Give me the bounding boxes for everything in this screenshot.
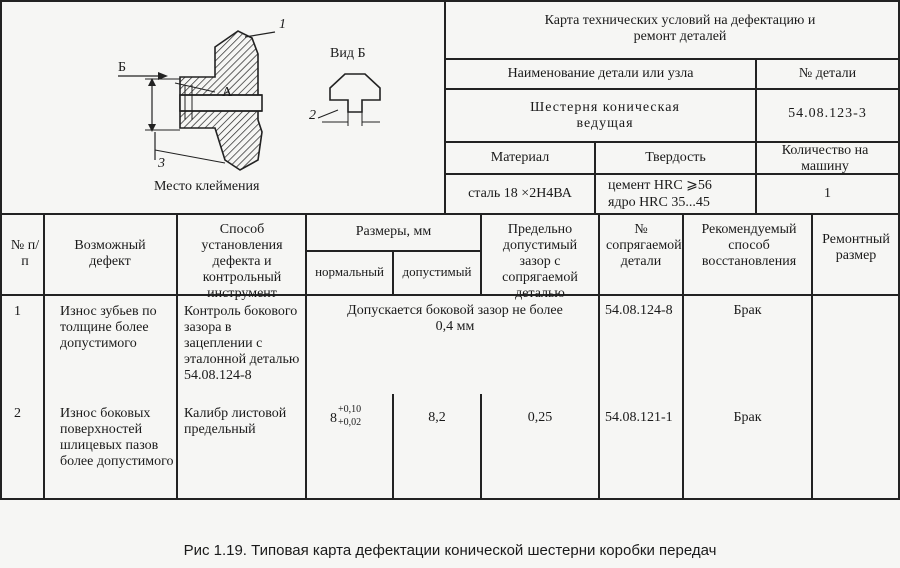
part-name: Шестерня коническая ведущая [530,100,680,131]
row1-mate-no: 54.08.124-8 [605,303,673,318]
qty-value: 1 [824,186,831,201]
table-border-bottom [0,498,900,500]
part-no-label: № детали [798,66,857,81]
row2-mate-no: 54.08.121-1 [605,410,673,425]
row2-method: Калибр листовой предельный [184,406,287,437]
row1-defect: Износ зубьев по толщине более допустимого [60,304,157,351]
col-mate-no: № сопрягаемой детали [606,222,682,269]
col-gap: Предельно допустимый зазор с сопрягаемой деталью [502,222,578,301]
label-b-marker: Б [118,60,127,75]
label-a: А [222,85,233,100]
view-b-section [322,74,380,126]
gear-section [180,31,262,170]
col-sizes: Размеры, мм [355,224,432,239]
qty-label: Количество на машину [781,143,869,174]
col-repair-size: Ремонтный размер [822,232,890,263]
material-label: Материал [490,150,550,165]
label-2: 2 [309,108,316,123]
col-allowed: допустимый [402,264,472,279]
stamp-place-label: Место клеймения [154,179,260,194]
label-1: 1 [279,17,286,32]
row2-allowed: 8,2 [428,410,446,425]
row2-nominal-upper: +0,10 [338,404,362,415]
row2-nominal-base: 8 [330,411,337,426]
part-name-label: Наименование детали или узла [507,66,694,81]
row2-nominal-lower: +0,02 [338,417,362,428]
row2-repair: Брак [733,410,762,425]
part-no: 54.08.123-3 [788,106,867,121]
header-bottom [0,213,900,215]
col-num: № п/п [10,238,40,269]
col-repair: Рекомендуемый способ восстановления [701,222,797,269]
row2-defect: Износ боковых поверхностей шлицевых пазов более допустимого [60,406,174,469]
row1-method: Контроль бокового зазора в зацеплении с эталонной деталью 54.08.124-8 [184,304,300,383]
col-method: Способ установления дефекта и контрольный инструмент [201,222,283,301]
hardness-case: цемент HRC ⩾56 [608,178,712,193]
row1-num: 1 [14,304,21,319]
view-b-title: Вид Б [330,46,366,61]
figure-caption: Рис 1.19. Типовая карта дефектации конической шестерни коробки передач [183,542,717,559]
row1-repair: Брак [733,303,762,318]
material-value: сталь 18 ×2Н4ВА [468,186,572,201]
row2-num: 2 [14,406,21,421]
hardness-label: Твердость [645,150,706,165]
card-title: Карта технических условий на дефектацию и ремонт деталей [544,13,816,44]
header-divider [444,0,446,214]
row1-merged-note: Допускается боковой зазор не более 0,4 мм [347,303,563,334]
table-header-bottom [0,294,900,296]
col-nominal: нормальный [315,264,384,279]
hardness-core: ядро HRC 35...45 [608,195,710,210]
col-defect: Возможный дефект [74,238,146,269]
label-3: 3 [158,156,165,171]
row2-gap: 0,25 [527,410,553,425]
